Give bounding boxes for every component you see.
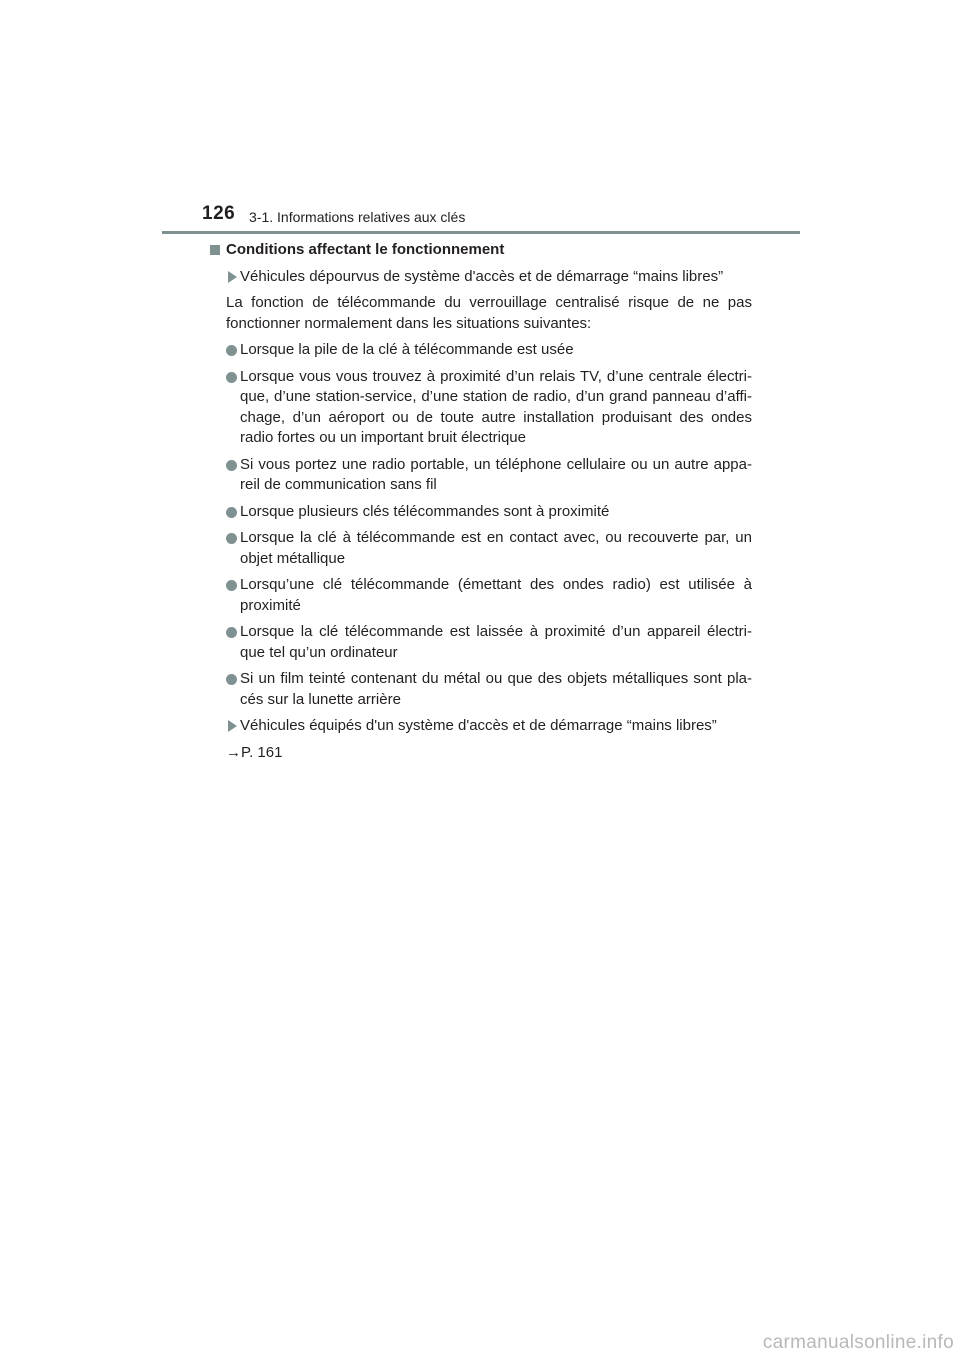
subsection-without-system: [228, 267, 752, 288]
intro-paragraph: La fonction de télécommande du verrouillage centralisé risque de ne pas fonctionner normalement dans les situations suivantes:: [226, 294, 752, 332]
circle-bullet-icon: [226, 372, 237, 383]
page-reference-link[interactable]: →P. 161: [226, 743, 283, 761]
circle-bullet-icon: [226, 460, 237, 471]
circle-bullet-icon: [226, 507, 237, 518]
circle-bullet-icon: [226, 345, 237, 356]
subsection-label: Véhicules dépourvus de système d'accès et de démarrage “mains libres”: [240, 267, 724, 285]
list-item-text: Si un film teinté contenant du métal ou que des objets métalliques sont pla-cés sur la lunette arrière: [240, 670, 752, 708]
list-item: [226, 340, 752, 361]
list-item-text: Lorsqu’une clé télécommande (émettant des ondes radio) est utilisée à proximité: [240, 576, 752, 614]
section-heading-text: Conditions affectant le fonctionnement: [226, 241, 505, 258]
list-item-text: Lorsque la clé à télécommande est en contact avec, ou recouverte par, un objet métallique: [240, 529, 752, 567]
list-item: [226, 367, 752, 449]
triangle-bullet-icon: [228, 720, 237, 732]
list-item-text: Si vous portez une radio portable, un téléphone cellulaire ou un autre appa-reil de communication sans fil: [240, 455, 752, 493]
list-item: [226, 528, 752, 569]
subsection-label: Véhicules équipés d'un système d'accès et de démarrage “mains libres”: [240, 717, 717, 734]
list-item-text: Lorsque vous vous trouvez à proximité d’un relais TV, d’une centrale électri-que, d’une station-service, d’une station de radio, d’un grand panneau d’affi-chage, d’un aéroport ou de toute autre installation produisant des ondes radio fortes ou un important bruit électrique: [240, 367, 752, 446]
header-divider: [162, 231, 800, 234]
square-bullet-icon: [210, 245, 220, 255]
section-title: 3-1. Informations relatives aux clés: [249, 209, 466, 225]
section-heading: [210, 240, 752, 261]
circle-bullet-icon: [226, 627, 237, 638]
list-item-text: Lorsque la pile de la clé à télécommande est usée: [240, 341, 574, 358]
list-item: [226, 622, 752, 663]
triangle-bullet-icon: [228, 271, 237, 283]
list-item: [226, 669, 752, 710]
page-number: 126: [202, 203, 236, 224]
circle-bullet-icon: [226, 674, 237, 685]
list-item: [226, 455, 752, 496]
list-item-text: Lorsque plusieurs clés télécommandes sont à proximité: [240, 502, 610, 520]
subsection-with-system: [228, 716, 752, 737]
list-item: [226, 502, 752, 523]
circle-bullet-icon: [226, 580, 237, 591]
list-item-text: Lorsque la clé télécommande est laissée à proximité d’un appareil électri-que tel qu’un ordinateur: [240, 623, 752, 661]
list-item: [226, 575, 752, 616]
circle-bullet-icon: [226, 533, 237, 544]
watermark: carmanualsonline.info: [762, 1332, 954, 1353]
conditions-list: [210, 340, 752, 710]
page-content: [210, 240, 752, 769]
page-header: [162, 200, 800, 236]
